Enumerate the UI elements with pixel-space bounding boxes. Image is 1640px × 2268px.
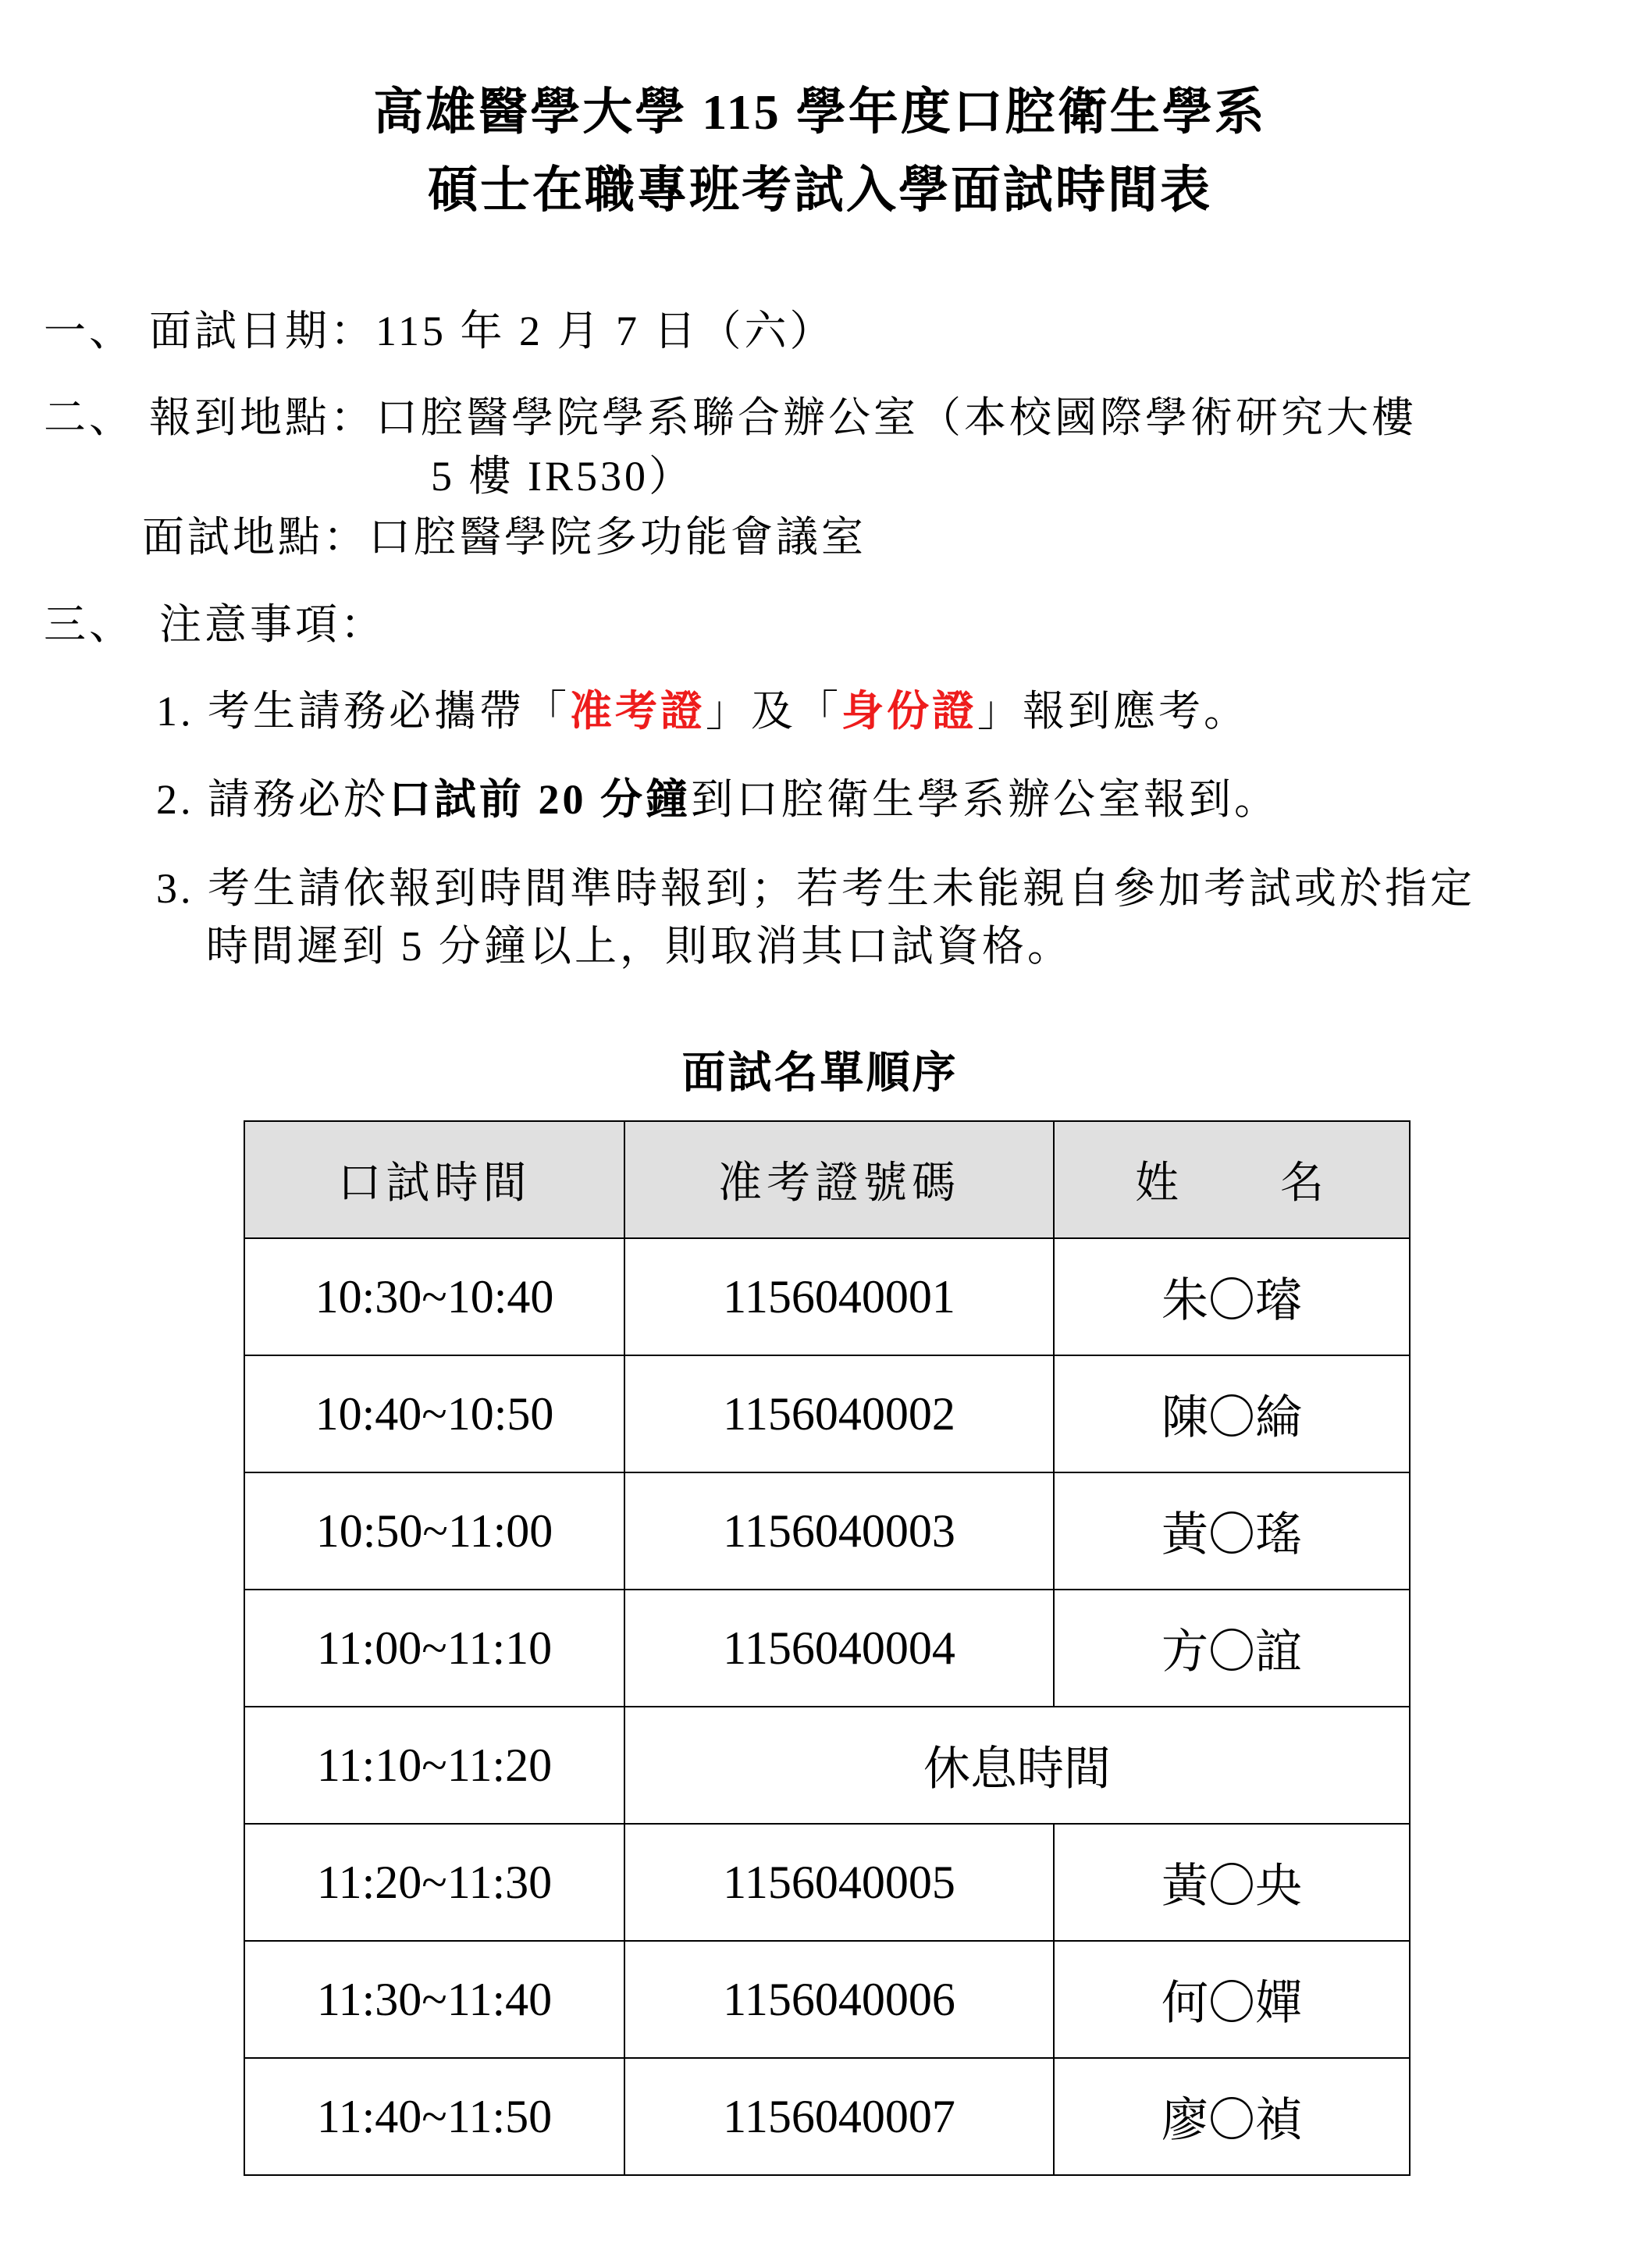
section-number: 一、	[44, 308, 134, 354]
check-in-location-cont: 5 樓 IR530）	[431, 453, 694, 500]
note-1: 1. 考生請務必攜帶「准考證」及「身份證」報到應考。	[156, 688, 1249, 735]
time-cell: 10:50~11:00	[244, 1472, 624, 1590]
exam-id-cell: 1156040002	[624, 1355, 1054, 1472]
time-cell: 11:30~11:40	[244, 1941, 624, 2058]
interview-schedule-table	[244, 1120, 1411, 2176]
header-name: 姓 名	[1054, 1121, 1410, 1238]
time-cell: 10:30~10:40	[244, 1238, 624, 1355]
check-in-location: 報到地點：口腔醫學院學系聯合辦公室（本校國際學術研究大樓	[149, 394, 1417, 441]
table-row	[244, 1355, 1410, 1472]
header-id: 准考證號碼	[624, 1121, 1054, 1238]
note-3-cont: 時間遲到 5 分鐘以上，則取消其口試資格。	[206, 923, 1073, 970]
exam-id-cell: 1156040006	[624, 1941, 1054, 2058]
time-cell: 11:20~11:30	[244, 1824, 624, 1941]
table-row	[244, 1238, 1410, 1355]
notes-label: 注意事項：	[159, 601, 386, 648]
exam-id-cell: 1156040004	[624, 1590, 1054, 1707]
name-cell: 朱〇璿	[1054, 1238, 1410, 1355]
exam-id-cell: 1156040001	[624, 1238, 1054, 1355]
table-row	[244, 2058, 1410, 2175]
time-cell: 11:10~11:20	[244, 1707, 624, 1824]
break-cell: 休息時間	[624, 1707, 1410, 1824]
time-cell: 10:40~10:50	[244, 1355, 624, 1472]
header-time: 口試時間	[244, 1121, 624, 1238]
note-2: 2. 請務必於口試前 20 分鐘到口腔衛生學系辦公室報到。	[156, 776, 1279, 823]
section-number: 二、	[44, 394, 134, 441]
break-row	[244, 1707, 1410, 1824]
section-number: 三、	[44, 601, 134, 648]
table-row	[244, 1941, 1410, 2058]
page-title-line2: 碩士在職專班考試入學面試時間表	[428, 162, 1212, 218]
exam-id-cell: 1156040003	[624, 1472, 1054, 1590]
name-cell: 黃〇瑤	[1054, 1472, 1410, 1590]
exam-id-cell: 1156040005	[624, 1824, 1054, 1941]
table-row	[244, 1472, 1410, 1590]
name-cell: 廖〇禎	[1054, 2058, 1410, 2175]
time-cell: 11:00~11:10	[244, 1590, 624, 1707]
table-row	[244, 1824, 1410, 1941]
table-header-row	[244, 1121, 1410, 1238]
interview-date: 面試日期：115 年 2 月 7 日（六）	[149, 308, 835, 354]
name-cell: 方〇誼	[1054, 1590, 1410, 1707]
name-cell: 黃〇央	[1054, 1824, 1410, 1941]
exam-id-cell: 1156040007	[624, 2058, 1054, 2175]
note-3: 3. 考生請依報到時間準時報到；若考生未能親自參加考試或於指定	[156, 865, 1475, 912]
name-cell: 陳〇綸	[1054, 1355, 1410, 1472]
table-caption: 面試名單順序	[681, 1049, 959, 1098]
name-cell: 何〇嬋	[1054, 1941, 1410, 2058]
table-row	[244, 1590, 1410, 1707]
time-cell: 11:40~11:50	[244, 2058, 624, 2175]
page-title-line1: 高雄醫學大學 115 學年度口腔衛生學系	[373, 84, 1267, 140]
interview-location: 面試地點：口腔醫學院多功能會議室	[142, 514, 866, 561]
